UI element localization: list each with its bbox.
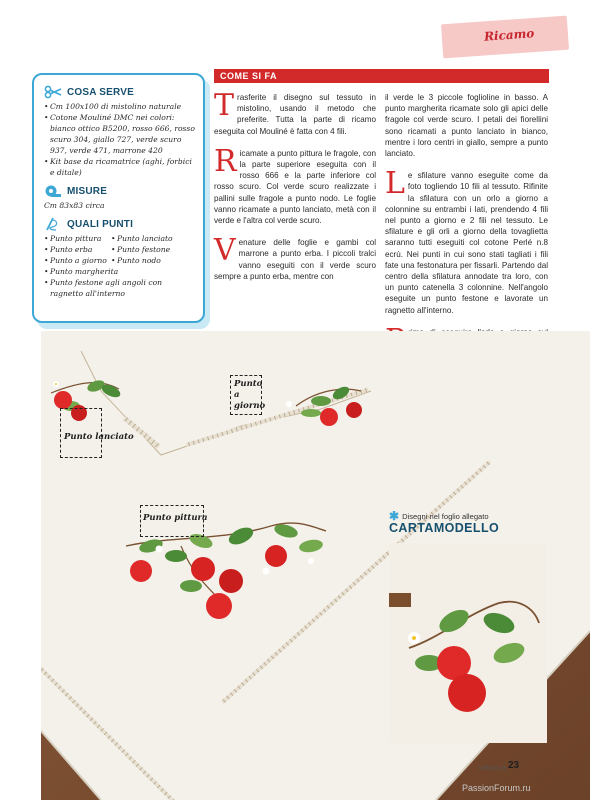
list-item: • Punto festone	[111, 244, 195, 255]
pattern-title: CARTAMODELLO	[389, 521, 500, 535]
misure-header	[44, 184, 195, 198]
detail-photo	[389, 543, 547, 743]
paragraph: Le sfilature vanno eseguite come da foto togliendo 10 fili al tessuto. Rifinite la sfilatura con un orlo a giorno a colonnine su entrambi i lati, prendendo 4 fili nel punto a giorno e 2 fili nel tessuto. Le sfilature e gli orli a giorno della tovaglietta saranno tutti eseguiti col cotone Perlé n.8 ecrù. Nei punti in cui sono stati tagliati i fili fate una festonatura per fissarli. Partendo dal centro della sfilatura annodate tra loro, con un punto catenella 3 colonnine. Nell'angolo eseguite un punto festone e lavorate un ragnetto all'interno.	[385, 166, 548, 315]
pattern-note: ✱ Disegni nel foglio allegato	[389, 509, 489, 523]
drop-cap: L	[385, 166, 405, 202]
callout-punto-lanciato: Punto lanciato	[64, 432, 134, 442]
callout-punto-a-giorno: Punto a giorno	[234, 379, 266, 411]
misure-title: MISURE	[67, 185, 108, 197]
cosa-serve-header	[44, 85, 195, 99]
quali-punti-header	[44, 217, 195, 231]
list-item: • Cm 100x100 di mistolino naturale	[44, 101, 195, 112]
list-item: • Kit base da ricamatrice (aghi, forbici e ditale)	[44, 156, 195, 178]
list-item: • Punto nodo	[111, 255, 195, 266]
drop-cap: T	[214, 88, 235, 123]
watermark: PassionForum.ru	[462, 783, 531, 793]
list-item: • Punto erba	[44, 244, 111, 255]
asterisk-icon: ✱	[389, 509, 400, 523]
drop-cap: V	[214, 233, 236, 269]
quali-punti-title: QUALI PUNTI	[67, 218, 134, 230]
section-header: COME SI FA	[214, 69, 549, 83]
paragraph: Trasferite il disegno sul tessuto in mistolino, usando il metodo che preferite. Tutta la parte di ricamo eseguita col Mouliné è fatta con 4 fili.	[214, 88, 376, 136]
list-item: • Punto festone agli angoli con ragnetto all'interno	[44, 277, 195, 299]
paragraph: Venature delle foglie e gambi col marrone a punto erba. I piccoli tralci vanno eseguiti con il verde scuro sempre a punto erba, mentre con	[214, 233, 376, 281]
text-column-left	[214, 88, 376, 293]
stitches-list	[44, 233, 195, 299]
needle-thread-icon	[44, 217, 62, 231]
list-item: • Punto a giorno	[44, 255, 111, 266]
strawberry-closeup	[389, 543, 547, 743]
materials-box	[32, 73, 205, 323]
paragraph: Ricamate a punto pittura le fragole, con la parte superiore eseguita con il rosso 666 e la parte inferiore col rosso scuro. Col verde scuro realizzate i pallini sulle fragole a punto nodo. Le foglie vanno ricamate a punto lanciato, metà con il verde e l'altra col verde scuro.	[214, 143, 376, 226]
list-item: • Punto pittura	[44, 233, 111, 244]
scissors-icon	[44, 85, 62, 99]
callout-punto-pittura: Punto pittura	[143, 513, 208, 523]
paragraph: il verde le 3 piccole foglioline in basso. A punto margherita ricamate solo gli apici delle fragole col verde scuro. I petali dei fiorellini sono ricamati a punto lanciato in bianco, mentre i loro centri in giallo, sempre a punto lanciato.	[385, 93, 548, 159]
page-number: 23	[508, 760, 520, 771]
footer-site: rakam.it	[479, 763, 506, 772]
drop-cap: R	[214, 143, 237, 179]
materials-list	[44, 101, 195, 178]
misure-text: Cm 83x83 circa	[44, 201, 105, 210]
list-item: • Punto lanciato	[111, 233, 195, 244]
list-item: • Cotone Mouliné DMC nei colori: bianco ottico B5200, rosso 666, rosso scuro 304, giallo 727, verde scuro 937, verde 471, marrone 420	[44, 112, 195, 156]
tape-measure-icon	[44, 184, 62, 198]
cosa-serve-title: COSA SERVE	[67, 86, 135, 98]
list-item: • Punto margherita	[44, 266, 195, 277]
section-tab-label: Ricamo	[483, 26, 535, 44]
